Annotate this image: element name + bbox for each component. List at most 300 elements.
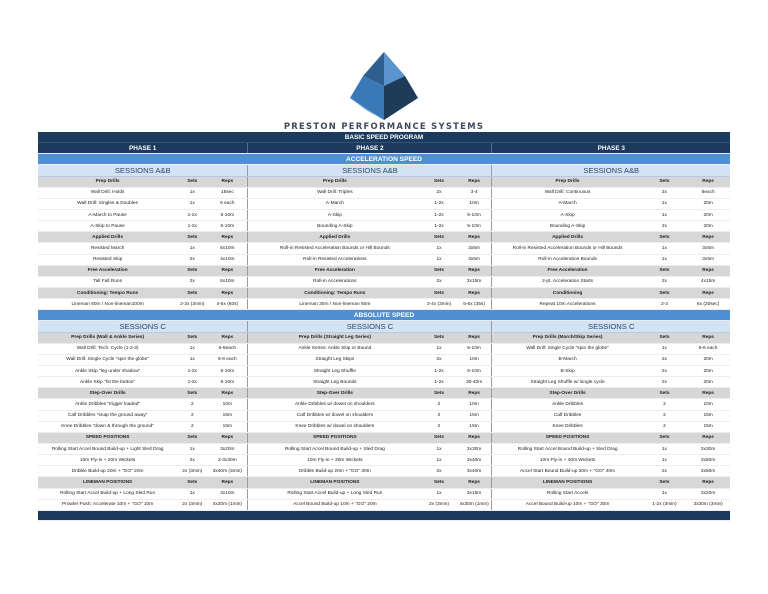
column-header: Reps	[686, 388, 730, 399]
reps-cell: 10m	[207, 399, 248, 410]
column-header: Conditioning	[492, 287, 643, 298]
drill-name: Wall Drill: Holds	[38, 187, 177, 198]
reps-cell: 10m	[686, 399, 730, 410]
sets-cell: 2x	[643, 354, 687, 365]
column-header: LINEMAN POSITIONS	[248, 477, 422, 488]
drill-name: Ankle Series: Ankle Skip or Bound	[248, 343, 422, 354]
drill-name: Wall Drill: Single Cycle "spin the globe"	[492, 343, 643, 354]
reps-cell: 6-8 each	[686, 343, 730, 354]
phase-3-label: PHASE 3	[492, 143, 730, 154]
sets-cell: 1x	[421, 343, 456, 354]
reps-cell: 6x10m	[207, 243, 248, 254]
sets-cell: 1x	[177, 443, 207, 454]
sets-cell: 2	[643, 410, 687, 421]
reps-cell: 3x5m	[686, 243, 730, 254]
column-header: Sets	[177, 432, 207, 443]
section-band	[38, 310, 730, 321]
sets-cell: 1x	[643, 209, 687, 220]
column-header: Sets	[177, 332, 207, 343]
sets-cell: 1-2x	[421, 209, 456, 220]
sets-cell: 1x	[643, 443, 687, 454]
column-header: SPEED POSITIONS	[248, 432, 422, 443]
drill-name: Calf Dribbles	[492, 410, 643, 421]
drill-name: A-Skip	[492, 209, 643, 220]
table-row	[38, 466, 730, 477]
subheader-row	[38, 332, 730, 343]
reps-cell: 6-8 each	[207, 354, 248, 365]
speed-program-table	[38, 132, 730, 521]
column-header: Free Acceleration	[492, 265, 643, 276]
sets-cell: 1x	[421, 455, 456, 466]
reps-cell: 3x5m	[457, 243, 492, 254]
session-label: SESSIONS C	[38, 321, 248, 332]
reps-cell: 10m	[457, 399, 492, 410]
sets-cell: 1x	[177, 187, 207, 198]
reps-cell: 20m	[686, 209, 730, 220]
reps-cell: 4x30m (1min)	[457, 499, 492, 510]
drill-name: Rolling Start Accel Bound Build-up + Sled Drag	[248, 443, 422, 454]
sets-cell: 2x	[421, 187, 456, 198]
column-header: LINEMAN POSITIONS	[492, 477, 643, 488]
column-header: Prep Drills (Wall & Ankle Series)	[38, 332, 177, 343]
reps-cell: 4-6x (60s)	[207, 299, 248, 310]
column-header: Reps	[686, 232, 730, 243]
column-header: Sets	[421, 265, 456, 276]
sets-cell: 1-2x	[421, 377, 456, 388]
drill-name: Straight Leg Bounds	[248, 377, 422, 388]
drill-name: Resisted Skip	[38, 254, 177, 265]
drill-name: Calf Dribbles w/ dowel on shoulders	[248, 410, 422, 421]
column-header: SPEED POSITIONS	[492, 432, 643, 443]
reps-cell: 3x15m	[457, 488, 492, 499]
session-label: SESSIONS C	[248, 321, 492, 332]
table-row	[38, 410, 730, 421]
subheader-row	[38, 232, 730, 243]
reps-cell: 3x20m	[207, 443, 248, 454]
reps-cell: 20m	[686, 354, 730, 365]
column-header: Reps	[207, 176, 248, 187]
sets-cell: 1x	[177, 488, 207, 499]
drill-name: Lineman 60m / Non-lineman100m	[38, 299, 177, 310]
subheader-row	[38, 388, 730, 399]
table-row	[38, 187, 730, 198]
reps-cell: 3x20m	[686, 488, 730, 499]
drill-name: Dribble Build-up 20m + "GO" 20m	[38, 466, 177, 477]
drill-name: Accel Bound Build-up 10m + "GO" 30m	[492, 499, 643, 510]
brand-name: PRESTON PERFORMANCE SYSTEMS	[283, 121, 485, 131]
table-row	[38, 221, 730, 232]
reps-cell: 3x30m	[457, 443, 492, 454]
sets-cell: 2x	[421, 354, 456, 365]
reps-cell: 4x10m	[207, 254, 248, 265]
program-title-row	[38, 132, 730, 143]
program-title: BASIC SPEED PROGRAM	[38, 132, 730, 143]
column-header: Prep Drills (Straight Leg Series)	[248, 332, 422, 343]
drill-name: Straight Leg Shuffle	[248, 365, 422, 376]
subheader-row	[38, 287, 730, 298]
drill-name: Roll-in Resisted Acceleration Bounds or Hill Bounds	[492, 243, 643, 254]
drill-name: A-March	[248, 198, 422, 209]
reps-cell: 3x50m	[686, 466, 730, 477]
table-row	[38, 377, 730, 388]
reps-cell: 3x5m	[686, 254, 730, 265]
brand-logo-icon	[344, 50, 424, 122]
table-row	[38, 488, 730, 499]
table-row	[38, 365, 730, 376]
drill-name: Wall Drill: Single Cycle "spin the globe"	[38, 354, 177, 365]
table-row	[38, 243, 730, 254]
column-header: Reps	[207, 265, 248, 276]
sets-cell: 2	[421, 410, 456, 421]
drill-name: Knee Dribbles "down & through the ground"	[38, 421, 177, 432]
column-header: Reps	[686, 432, 730, 443]
reps-cell: 5-10m	[207, 365, 248, 376]
sets-cell: 2-3	[643, 299, 687, 310]
drill-name: Roll-in Accelerations	[248, 276, 422, 287]
column-header: Reps	[207, 332, 248, 343]
sets-cell: 1x	[643, 243, 687, 254]
sets-cell: 1x	[177, 198, 207, 209]
drill-name: Prowler Push: Accelerate 10m + "GO" 10m	[38, 499, 177, 510]
column-header: Sets	[643, 176, 687, 187]
sets-cell: 2x	[177, 455, 207, 466]
column-header: Reps	[207, 477, 248, 488]
column-header: Step-Over Drills	[492, 388, 643, 399]
drill-name: A-Skip	[248, 209, 422, 220]
sets-cell: 2	[177, 421, 207, 432]
session-label: SESSIONS A&B	[248, 165, 492, 176]
table-row	[38, 299, 730, 310]
column-header: Prep Drills	[248, 176, 422, 187]
column-header: Sets	[177, 287, 207, 298]
drill-name: Wall Drill: Continuous	[492, 187, 643, 198]
reps-cell: 10m	[457, 198, 492, 209]
drill-name: Knee Dribbles w/ dowel on shoulders	[248, 421, 422, 432]
column-header: Free Acceleration	[38, 265, 177, 276]
table-row	[38, 209, 730, 220]
sets-cell: 1-2x	[177, 221, 207, 232]
sets-cell: 2-3x (3min)	[177, 299, 207, 310]
footer-bar	[38, 510, 730, 520]
reps-cell: 20m	[686, 221, 730, 232]
sets-cell: 1x	[643, 455, 687, 466]
column-header: Sets	[421, 332, 456, 343]
reps-cell: 5-10m	[207, 377, 248, 388]
sets-cell: 1-2x	[421, 198, 456, 209]
sets-cell: 2x (3min)	[421, 499, 456, 510]
column-header: Sets	[643, 432, 687, 443]
sets-cell: 1x	[643, 198, 687, 209]
drill-name: Dribble Build-up 20m + "GO" 30m	[248, 466, 422, 477]
drill-name: 10m Fly-in + 30m Wickets	[248, 455, 422, 466]
column-header: Reps	[457, 477, 492, 488]
column-header: Sets	[643, 265, 687, 276]
sets-cell: 2	[177, 399, 207, 410]
reps-cell: 6-8each	[207, 343, 248, 354]
sets-cell: 1x	[643, 254, 687, 265]
section-band-label: ABSOLUTE SPEED	[38, 310, 730, 321]
column-header: Sets	[421, 388, 456, 399]
drill-name: Rolling Start Accel Bound Build-up + Light Sled Drag	[38, 443, 177, 454]
drill-name: Lineman 30m / Non-lineman 60m	[248, 299, 422, 310]
drill-name: Knee Dribbles	[492, 421, 643, 432]
reps-cell: 15sec	[207, 187, 248, 198]
column-header: LINEMAN POSITIONS	[38, 477, 177, 488]
column-header: Sets	[421, 477, 456, 488]
session-label: SESSIONS A&B	[492, 165, 730, 176]
reps-cell: 5-10m	[457, 209, 492, 220]
column-header: Conditioning: Tempo Runs	[248, 287, 422, 298]
reps-cell: 3-4	[457, 187, 492, 198]
reps-cell: 6 each	[207, 198, 248, 209]
column-header: Sets	[421, 287, 456, 298]
sets-cell: 1-2x	[421, 221, 456, 232]
table-row	[38, 254, 730, 265]
sets-cell: 1x	[177, 354, 207, 365]
sets-cell: 1-2x	[177, 365, 207, 376]
drill-name: B-Skip	[492, 365, 643, 376]
table-row	[38, 343, 730, 354]
column-header: Sets	[421, 432, 456, 443]
sets-cell: 2x (3min)	[177, 466, 207, 477]
drill-name: Ankle Dribbles	[492, 399, 643, 410]
reps-cell: 3x5m	[457, 254, 492, 265]
subheader-row	[38, 176, 730, 187]
column-header: Prep Drills	[38, 176, 177, 187]
table-row	[38, 421, 730, 432]
table-row	[38, 354, 730, 365]
column-header: Applied Drills	[492, 232, 643, 243]
column-header: Reps	[686, 265, 730, 276]
sets-cell: 1x	[421, 443, 456, 454]
column-header: Sets	[643, 388, 687, 399]
reps-cell: 15m	[207, 421, 248, 432]
column-header: Reps	[207, 432, 248, 443]
reps-cell: 20m	[686, 365, 730, 376]
drill-name: B-March	[492, 354, 643, 365]
session-row	[38, 321, 730, 332]
reps-cell: 5-10m	[207, 221, 248, 232]
sets-cell: 2	[421, 421, 456, 432]
column-header: Sets	[421, 176, 456, 187]
column-header: Sets	[177, 232, 207, 243]
drill-name: Wall Drill: Tech. Cycle (1-2-3)	[38, 343, 177, 354]
column-header: Free Acceleration	[248, 265, 422, 276]
drill-name: Bounding A-Skip	[492, 221, 643, 232]
column-header: Sets	[177, 388, 207, 399]
sets-cell: 2x	[177, 254, 207, 265]
reps-cell: 5-10m	[207, 209, 248, 220]
reps-cell: 5-6x (35s)	[457, 299, 492, 310]
reps-cell: 3x40m	[457, 455, 492, 466]
sets-cell: 2	[177, 410, 207, 421]
sets-cell: 2x (3min)	[177, 499, 207, 510]
column-header: Step-Over Drills	[38, 388, 177, 399]
table-footer-bar	[38, 510, 730, 520]
reps-cell: 3x50m	[686, 455, 730, 466]
column-header: Reps	[207, 232, 248, 243]
drill-name: Rolling Start Accels	[492, 488, 643, 499]
column-header: SPEED POSITIONS	[38, 432, 177, 443]
column-header: Step-Over Drills	[248, 388, 422, 399]
phase-1-label: PHASE 1	[38, 143, 248, 154]
drill-name: Rolling Start Accel Build-up + Long Sled Run	[248, 488, 422, 499]
reps-cell: 10m	[457, 354, 492, 365]
subheader-row	[38, 432, 730, 443]
column-header: Applied Drills	[248, 232, 422, 243]
sets-cell: 2x	[643, 377, 687, 388]
column-header: Prep Drills	[492, 176, 643, 187]
reps-cell: 15m	[686, 421, 730, 432]
drill-name: Calf Dribbles "snap the ground away"	[38, 410, 177, 421]
drill-name: 10m Fly-in + 40m Wickets	[492, 455, 643, 466]
reps-cell: 4x20m (1min)	[207, 499, 248, 510]
sets-cell: 2x	[643, 365, 687, 376]
column-header: Reps	[457, 388, 492, 399]
reps-cell: 20m	[686, 198, 730, 209]
reps-cell: 2-3x30m	[207, 455, 248, 466]
reps-cell: 15m	[207, 410, 248, 421]
reps-cell: 15m	[457, 410, 492, 421]
sets-cell: 1x	[421, 243, 456, 254]
reps-cell: 15m	[457, 421, 492, 432]
drill-name: Roll-in Acceleration Bounds	[492, 254, 643, 265]
column-header: Reps	[457, 176, 492, 187]
reps-cell: 20m	[686, 377, 730, 388]
phase-header-row	[38, 143, 730, 154]
drill-name: Tall Fall Runs	[38, 276, 177, 287]
drill-name: Wall Drill: Triples	[248, 187, 422, 198]
column-header: Applied Drills	[38, 232, 177, 243]
drill-name: Accel Start Bound Build-up 20m + "GO" 40m	[492, 466, 643, 477]
reps-cell: 6x (20sec)	[686, 299, 730, 310]
drill-name: Roll-in Resisted Acceleration Bounds or Hill Bounds	[248, 243, 422, 254]
drill-name: A-Skip to Pause	[38, 221, 177, 232]
drill-name: A-March to Pause	[38, 209, 177, 220]
column-header: Conditioning: Tempo Runs	[38, 287, 177, 298]
drill-name: 2-pt. Acceleration Starts	[492, 276, 643, 287]
sets-cell: 1x	[177, 343, 207, 354]
sets-cell: 2x	[177, 276, 207, 287]
session-row	[38, 165, 730, 176]
column-header: Reps	[686, 332, 730, 343]
column-header: Reps	[457, 265, 492, 276]
drill-name: Wall Drill: Singles & Doubles	[38, 198, 177, 209]
column-header: Reps	[207, 287, 248, 298]
drill-name: Ankle Dribbles w/ dowel on shoulders	[248, 399, 422, 410]
reps-cell: 6x10m	[207, 276, 248, 287]
sets-cell: 2	[643, 421, 687, 432]
sets-cell: 2	[421, 399, 456, 410]
column-header: Prep Drills (March/Skip Series)	[492, 332, 643, 343]
sets-cell: 2x	[421, 276, 456, 287]
column-header: Sets	[643, 477, 687, 488]
drill-name: Rolling Start Accel Build-up + Long Sled Run	[38, 488, 177, 499]
session-label: SESSIONS C	[492, 321, 730, 332]
table-row	[38, 499, 730, 510]
drill-name: Ankle Skip "leg under shadow"	[38, 365, 177, 376]
reps-cell: 6each	[686, 187, 730, 198]
drill-name: A-March	[492, 198, 643, 209]
table-row	[38, 443, 730, 454]
reps-cell: 5-10m	[457, 365, 492, 376]
drill-name: Resisted March	[38, 243, 177, 254]
table-row	[38, 455, 730, 466]
section-band-label: ACCELERATION SPEED	[38, 154, 730, 165]
reps-cell: 3x30m (3min)	[686, 499, 730, 510]
drill-name: Rolling Start Accel Bound Build-up + Sled Drag	[492, 443, 643, 454]
reps-cell: 4x15m	[686, 276, 730, 287]
drill-name: Straight Leg Shuffle w/ single cycle	[492, 377, 643, 388]
session-label: SESSIONS A&B	[38, 165, 248, 176]
sets-cell: 2x	[643, 187, 687, 198]
reps-cell: 5-10m	[457, 343, 492, 354]
drill-name: Roll-in Resisted Accelerations	[248, 254, 422, 265]
column-header: Sets	[643, 232, 687, 243]
drill-name: Bounding A-Skip	[248, 221, 422, 232]
sets-cell: 1x	[421, 488, 456, 499]
reps-cell: 30-40m	[457, 377, 492, 388]
column-header: Sets	[421, 232, 456, 243]
column-header: Sets	[643, 332, 687, 343]
drill-name: 10m Fly-in + 20m Wickets	[38, 455, 177, 466]
reps-cell: 3x10m	[207, 488, 248, 499]
drill-name: Accel Bound Build-up 10m + "GO" 20m	[248, 499, 422, 510]
sets-cell: 2x	[421, 466, 456, 477]
sets-cell: 1x	[643, 343, 687, 354]
drill-name: Repeat 10m Accelerations	[492, 299, 643, 310]
table-row	[38, 399, 730, 410]
column-header: Sets	[177, 265, 207, 276]
subheader-row	[38, 265, 730, 276]
sets-cell: 1-2x (3min)	[643, 499, 687, 510]
column-header: Reps	[457, 232, 492, 243]
sets-cell: 1x	[177, 243, 207, 254]
reps-cell: 3x30m	[686, 443, 730, 454]
column-header: Reps	[457, 287, 492, 298]
sets-cell: 1-2x	[177, 209, 207, 220]
sets-cell: 2x	[643, 221, 687, 232]
phase-2-label: PHASE 2	[248, 143, 492, 154]
sets-cell: 1x	[643, 488, 687, 499]
table-row	[38, 276, 730, 287]
column-header: Reps	[207, 388, 248, 399]
reps-cell: 3x40m (3min)	[207, 466, 248, 477]
sets-cell: 3-4x (3min)	[421, 299, 456, 310]
column-header: Sets	[177, 477, 207, 488]
column-header: Reps	[686, 477, 730, 488]
column-header: Sets	[177, 176, 207, 187]
sets-cell: 2x	[643, 466, 687, 477]
drill-name: Ankle Dribbles "trigger loaded"	[38, 399, 177, 410]
drill-name: Straight Leg Skips	[248, 354, 422, 365]
section-band	[38, 154, 730, 165]
drill-name: Ankle Skip "hit the button"	[38, 377, 177, 388]
sets-cell: 2x	[643, 276, 687, 287]
sets-cell: 2	[643, 399, 687, 410]
table-row	[38, 198, 730, 209]
sets-cell: 1x	[421, 254, 456, 265]
column-header: Sets	[643, 287, 687, 298]
reps-cell: 3x15m	[457, 276, 492, 287]
reps-cell: 5-10m	[457, 221, 492, 232]
sets-cell: 1-2x	[421, 365, 456, 376]
reps-cell: 15m	[686, 410, 730, 421]
column-header: Reps	[686, 176, 730, 187]
column-header: Reps	[686, 287, 730, 298]
subheader-row	[38, 477, 730, 488]
column-header: Reps	[457, 432, 492, 443]
